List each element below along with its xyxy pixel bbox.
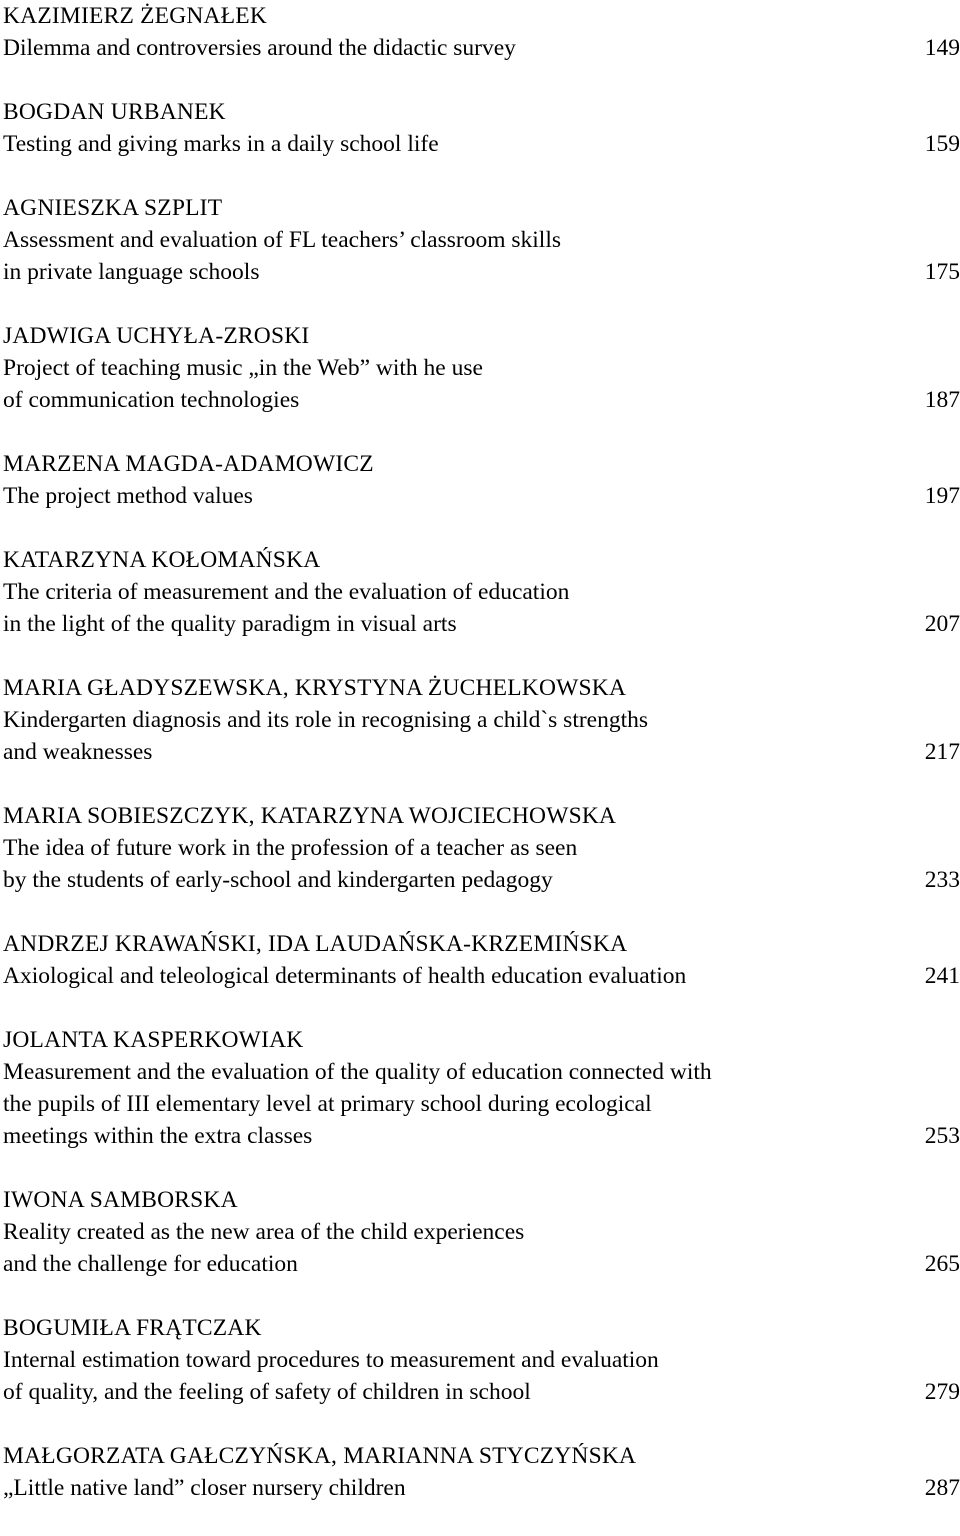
entry-page-number: 233 bbox=[924, 867, 960, 893]
entry-title-line bbox=[3, 1376, 960, 1408]
entry-page-number: 159 bbox=[924, 131, 960, 157]
entry-title-line bbox=[3, 960, 960, 992]
entry-title-text: The project method values bbox=[3, 483, 253, 509]
entry-page-number: 265 bbox=[924, 1251, 960, 1277]
entry-title-line bbox=[3, 1472, 960, 1504]
entry-page-number: 175 bbox=[924, 259, 960, 285]
entry-page-number: 187 bbox=[924, 387, 960, 413]
entry-author: MARZENA MAGDA-ADAMOWICZ bbox=[3, 451, 374, 477]
entry-page-number: 253 bbox=[924, 1123, 960, 1149]
entry-author: IWONA SAMBORSKA bbox=[3, 1187, 238, 1213]
entry-author: KAZIMIERZ ŻEGNAŁEK bbox=[3, 3, 268, 29]
entry-title-text: Project of teaching music „in the Web” with he use bbox=[3, 355, 483, 381]
entry-title-line bbox=[3, 1344, 960, 1376]
entry-title-text: Axiological and teleological determinants of health education evaluation bbox=[3, 963, 687, 989]
entry-title-text: „Little native land” closer nursery children bbox=[3, 1475, 406, 1501]
toc-entry bbox=[3, 1440, 960, 1504]
entry-title-text: Testing and giving marks in a daily school life bbox=[3, 131, 439, 157]
entry-title-line bbox=[3, 736, 960, 768]
entry-title-line bbox=[3, 704, 960, 736]
entry-author: JOLANTA KASPERKOWIAK bbox=[3, 1027, 304, 1053]
entry-title-text: of quality, and the feeling of safety of children in school bbox=[3, 1379, 531, 1405]
entry-page-number: 207 bbox=[924, 611, 960, 637]
toc-entry bbox=[3, 96, 960, 160]
entry-title-line bbox=[3, 576, 960, 608]
entry-title-line bbox=[3, 1088, 960, 1120]
entry-author: ANDRZEJ KRAWAŃSKI, IDA LAUDAŃSKA-KRZEMIŃSKA bbox=[3, 931, 628, 957]
entry-title-text: the pupils of III elementary level at primary school during ecological bbox=[3, 1091, 652, 1117]
entry-title-text: meetings within the extra classes bbox=[3, 1123, 313, 1149]
entry-title-line bbox=[3, 224, 960, 256]
entry-title-text: Kindergarten diagnosis and its role in recognising a child`s strengths bbox=[3, 707, 649, 733]
entry-title-text: Dilemma and controversies around the didactic survey bbox=[3, 35, 516, 61]
toc-entry bbox=[3, 192, 960, 288]
entry-page-number: 197 bbox=[924, 483, 960, 509]
entry-title-line bbox=[3, 1248, 960, 1280]
entry-author: KATARZYNA KOŁOMAŃSKA bbox=[3, 547, 321, 573]
toc-entry bbox=[3, 1184, 960, 1280]
entry-author: AGNIESZKA SZPLIT bbox=[3, 195, 223, 221]
entry-title-text: and weaknesses bbox=[3, 739, 153, 765]
entry-title-text: in the light of the quality paradigm in visual arts bbox=[3, 611, 457, 637]
toc-entry bbox=[3, 544, 960, 640]
entry-title-line bbox=[3, 352, 960, 384]
toc-entry bbox=[3, 928, 960, 992]
entry-title-text: by the students of early-school and kindergarten pedagogy bbox=[3, 867, 553, 893]
entry-title-line bbox=[3, 32, 960, 64]
entry-author: MAŁGORZATA GAŁCZYŃSKA, MARIANNA STYCZYŃSKA bbox=[3, 1443, 637, 1469]
entry-title-line bbox=[3, 256, 960, 288]
entry-page-number: 149 bbox=[924, 35, 960, 61]
entry-title-line bbox=[3, 384, 960, 416]
toc-entry bbox=[3, 448, 960, 512]
entry-title-text: of communication technologies bbox=[3, 387, 300, 413]
entry-page-number: 217 bbox=[924, 739, 960, 765]
entry-title-text: The criteria of measurement and the evaluation of education bbox=[3, 579, 570, 605]
entry-author: BOGDAN URBANEK bbox=[3, 99, 226, 125]
entry-title-line bbox=[3, 480, 960, 512]
entry-title-text: Assessment and evaluation of FL teachers’ classroom skills bbox=[3, 227, 561, 253]
entry-title-line bbox=[3, 128, 960, 160]
entry-page-number: 279 bbox=[924, 1379, 960, 1405]
entry-title-line bbox=[3, 1216, 960, 1248]
entry-title-text: Internal estimation toward procedures to measurement and evaluation bbox=[3, 1347, 659, 1373]
entry-author: MARIA GŁADYSZEWSKA, KRYSTYNA ŻUCHELKOWSKA bbox=[3, 675, 627, 701]
entry-author: JADWIGA UCHYŁA-ZROSKI bbox=[3, 323, 310, 349]
entry-author: BOGUMIŁA FRĄTCZAK bbox=[3, 1315, 262, 1341]
entry-title-line bbox=[3, 864, 960, 896]
entry-title-line bbox=[3, 1120, 960, 1152]
entry-author: MARIA SOBIESZCZYK, KATARZYNA WOJCIECHOWSKA bbox=[3, 803, 617, 829]
entry-title-text: Reality created as the new area of the child experiences bbox=[3, 1219, 525, 1245]
toc-entry bbox=[3, 1024, 960, 1152]
entry-page-number: 287 bbox=[924, 1475, 960, 1501]
toc-entry bbox=[3, 0, 960, 64]
entry-title-text: Measurement and the evaluation of the quality of education connected with bbox=[3, 1059, 712, 1085]
entry-title-line bbox=[3, 832, 960, 864]
entry-title-text: in private language schools bbox=[3, 259, 260, 285]
table-of-contents bbox=[3, 0, 960, 1536]
entry-title-line bbox=[3, 1056, 960, 1088]
toc-entry bbox=[3, 1312, 960, 1408]
toc-entry bbox=[3, 800, 960, 896]
entry-page-number: 241 bbox=[924, 963, 960, 989]
entry-title-line bbox=[3, 608, 960, 640]
toc-entry bbox=[3, 672, 960, 768]
entry-title-text: The idea of future work in the profession of a teacher as seen bbox=[3, 835, 578, 861]
entry-title-text: and the challenge for education bbox=[3, 1251, 298, 1277]
toc-entry bbox=[3, 320, 960, 416]
